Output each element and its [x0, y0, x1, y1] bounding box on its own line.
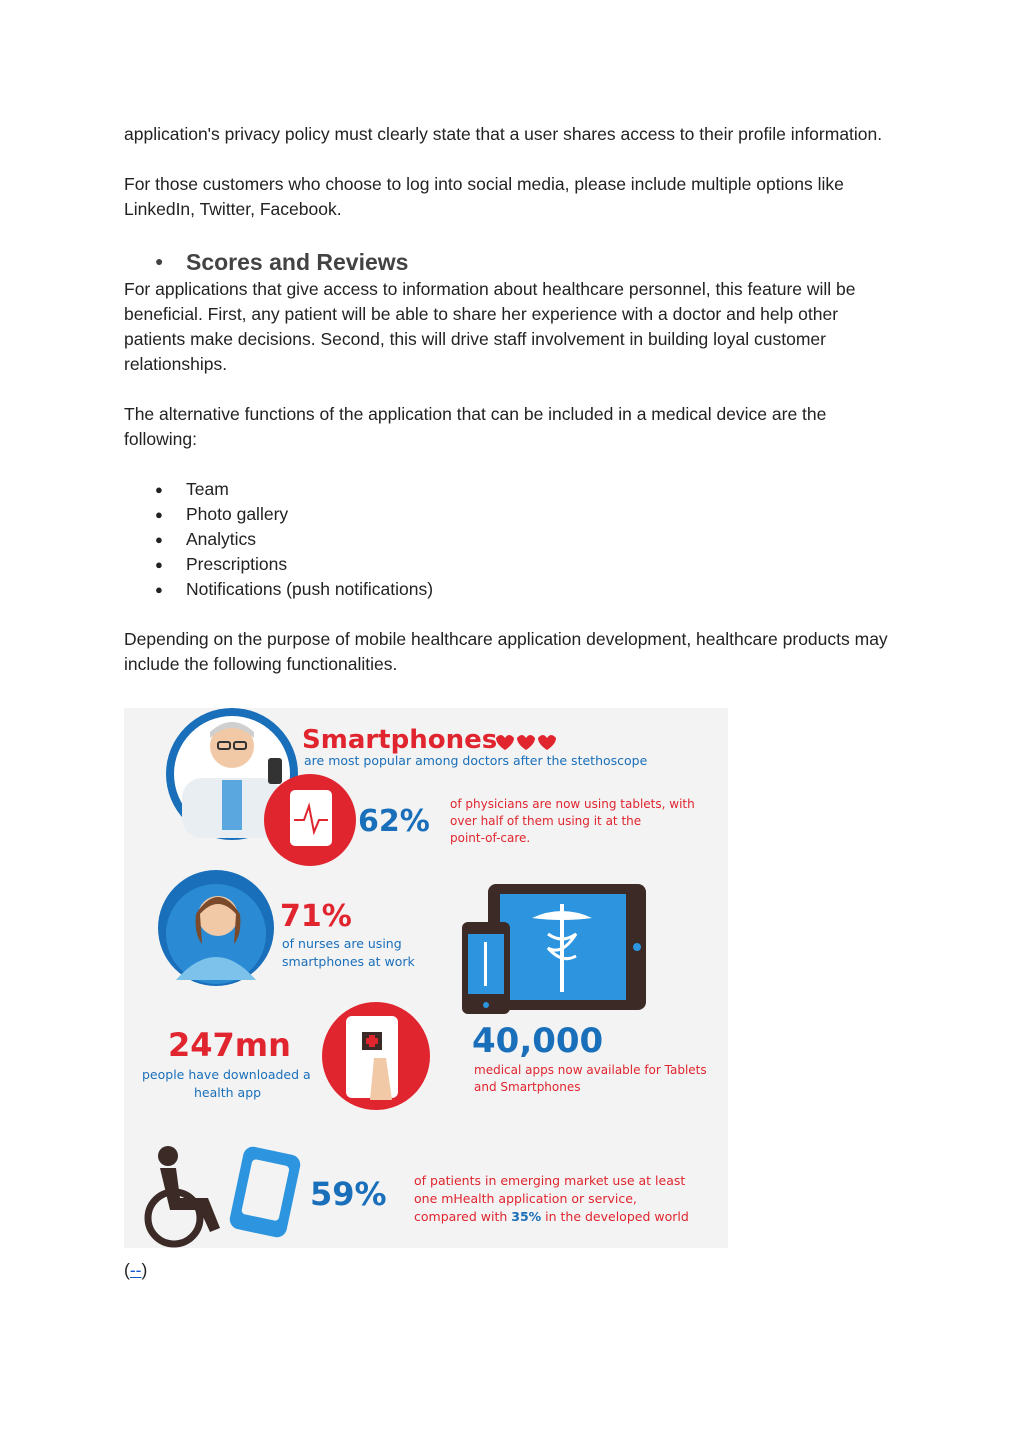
bullet-icon: ●: [155, 557, 163, 572]
stat-71-value: 71%: [280, 899, 352, 934]
svg-text:over half of them using it at: over half of them using it at the: [450, 814, 642, 828]
healthcare-infographic: [124, 708, 728, 1248]
list-item: ● Team: [124, 477, 894, 502]
stat-71-text: of nurses are using: [282, 936, 402, 951]
paragraph-scores-reviews: For applications that give access to information about healthcare personnel, this feature will be beneficial. First, any patient will be able to share her experience with a doctor and help other patients make decisions. Second, this will drive staff involvement in building loyal customer relationships.: [124, 279, 856, 374]
section-heading-scores-reviews: [124, 247, 894, 277]
bullet-icon: ●: [155, 253, 164, 269]
paragraph-privacy-policy: application's privacy policy must clearly state that a user shares access to their profile information.: [124, 124, 883, 144]
stat-247mn-text: people have downloaded a: [142, 1067, 311, 1082]
svg-text:compared with 35% in the devel: compared with 35% in the developed world: [414, 1209, 689, 1224]
stat-59-value: 59%: [310, 1175, 387, 1213]
tablet-caduceus-icon: [462, 884, 646, 1014]
phone-touch-icon: [322, 1002, 430, 1110]
stat-247mn-value: 247mn: [168, 1026, 291, 1064]
svg-text:and Smartphones: and Smartphones: [474, 1080, 581, 1094]
list-item: ● Photo gallery: [124, 502, 894, 527]
nurse-illustration-icon: [158, 870, 274, 986]
stat-40000-text: medical apps now available for Tablets: [474, 1063, 707, 1077]
svg-text:point-of-care.: point-of-care.: [450, 831, 531, 845]
svg-text:health app: health app: [194, 1085, 262, 1100]
bullet-icon: ●: [155, 507, 163, 522]
source-link-line: (--): [124, 1260, 148, 1280]
smartphone-icon: [228, 1145, 302, 1239]
bullet-icon: ●: [155, 532, 163, 547]
source-link[interactable]: --: [129, 1260, 142, 1280]
infographic-title: Smartphones: [302, 725, 498, 755]
list-item: ● Prescriptions: [124, 552, 894, 577]
bullet-icon: ●: [155, 582, 163, 597]
document-body: [124, 122, 894, 702]
paragraph-social-login: For those customers who choose to log into social media, please include multiple options like LinkedIn, Twitter, Facebook.: [124, 174, 844, 219]
stat-59-text: of patients in emerging market use at least: [414, 1173, 686, 1188]
stat-40000-value: 40,000: [472, 1021, 604, 1061]
paragraph-alternative-functions: The alternative functions of the application that can be included in a medical device are the following:: [124, 404, 827, 449]
stat-62-text: of physicians are now using tablets, with: [450, 797, 695, 811]
list-item: ● Analytics: [124, 527, 894, 552]
functions-list: [124, 477, 894, 602]
infographic-subtitle: are most popular among doctors after the stethoscope: [304, 753, 648, 768]
svg-text:smartphones at work: smartphones at work: [282, 954, 415, 969]
stat-62-value: 62%: [358, 804, 430, 839]
section-heading-text: Scores and Reviews: [186, 249, 409, 275]
tablet-heartbeat-icon: [264, 774, 356, 866]
paragraph-functionalities: Depending on the purpose of mobile healthcare application development, healthcare products may include the following functionalities.: [124, 629, 888, 674]
bullet-icon: ●: [155, 482, 163, 497]
list-item: ● Notifications (push notifications): [124, 577, 894, 602]
svg-text:one mHealth application or ser: one mHealth application or service,: [414, 1191, 637, 1206]
hearts-icon: [496, 735, 556, 750]
wheelchair-icon: [148, 1146, 220, 1244]
